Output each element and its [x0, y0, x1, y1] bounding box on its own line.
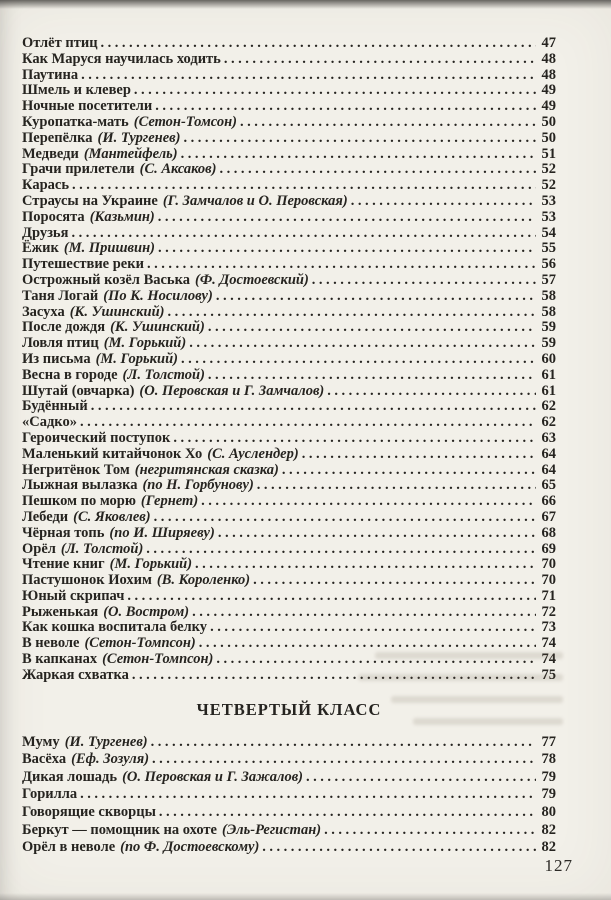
entry-author: (Л. Толстой): [60, 540, 144, 557]
toc-entry: [22, 447, 556, 463]
entry-author: (К. Ушинский): [69, 303, 165, 320]
toc-entry: [22, 241, 556, 257]
toc-entry: [22, 147, 556, 163]
page-number: 127: [544, 856, 573, 875]
dot-leader: [327, 384, 536, 400]
entry-author: (О. Перовская и Г. Замчалов): [139, 382, 325, 399]
entry-author: (С. Ауслендер): [207, 445, 299, 462]
entry-author: (М. Горький): [109, 556, 193, 573]
dot-leader: [158, 210, 536, 226]
toc-entry: [22, 99, 556, 115]
entry-title: Горилла: [22, 786, 78, 803]
entry-title: Негритёнок Том: [22, 461, 130, 478]
entry-page: 82: [541, 821, 556, 838]
entry-page: 70: [541, 572, 556, 589]
toc-entry: [22, 36, 556, 52]
entry-author: (М. Горький): [95, 350, 178, 367]
toc-entry: [22, 257, 556, 273]
toc-entry: [22, 557, 556, 573]
dot-leader: [152, 751, 536, 769]
toc-entry: [22, 494, 556, 510]
entry-title: Куропатка-мать: [22, 113, 129, 130]
entry-page: 54: [541, 224, 556, 241]
entry-page: 69: [541, 540, 556, 557]
dot-leader: [262, 839, 536, 857]
entry-author: (О. Перовская и Г. Зажалов): [122, 768, 303, 785]
entry-author: (М. Горький): [103, 335, 187, 352]
entry-title: Ёжик: [22, 240, 59, 257]
entry-author: (С. Аксаков): [139, 161, 217, 178]
entry-page: 63: [541, 429, 556, 446]
dot-leader: [155, 99, 536, 115]
toc-entry: [22, 478, 556, 494]
entry-page: 68: [541, 524, 556, 541]
toc-entry: [22, 751, 556, 769]
entry-title: Перепёлка: [22, 129, 93, 146]
toc-entry: [22, 320, 556, 336]
dot-leader: [132, 668, 536, 684]
toc-entry: [22, 415, 556, 431]
entry-page: 67: [541, 508, 556, 525]
entry-author: (И. Тургенев): [97, 129, 181, 146]
dot-leader: [183, 131, 536, 147]
entry-page: 52: [541, 161, 556, 178]
entry-list: [22, 36, 556, 684]
toc: [22, 36, 556, 857]
toc-entry: [22, 115, 556, 131]
entry-page: 75: [541, 666, 556, 683]
toc-entry: [22, 463, 556, 479]
dot-leader: [154, 510, 536, 526]
entry-page: 47: [541, 35, 556, 51]
toc-entry: [22, 605, 556, 621]
dot-leader: [81, 68, 536, 84]
entry-author: (Гернет): [140, 493, 199, 510]
dot-leader: [147, 257, 536, 273]
toc-section: [22, 36, 556, 684]
entry-title: Ночные посетители: [22, 98, 153, 115]
entry-author: (Ф. Достоевский): [194, 271, 309, 288]
entry-author: (негритянская сказка): [134, 461, 279, 478]
entry-title: Жаркая схватка: [22, 666, 129, 683]
entry-title: Шутай (овчарка): [22, 382, 135, 399]
entry-title: Юный скрипач: [22, 587, 125, 604]
entry-page: 74: [541, 635, 556, 652]
entry-page: 55: [541, 240, 556, 257]
dot-leader: [80, 786, 536, 804]
entry-title: Медведи: [22, 145, 79, 162]
entry-page: 48: [541, 50, 556, 67]
entry-author: (Сетон-Томпсон): [84, 635, 196, 652]
dot-leader: [216, 652, 536, 668]
entry-page: 61: [541, 382, 556, 399]
dot-leader: [253, 573, 536, 589]
entry-title: Пешком по морю: [22, 493, 136, 510]
entry-title: Чёрная топь: [22, 524, 105, 541]
entry-author: (О. Востром): [103, 603, 190, 620]
entry-title: Карась: [22, 177, 69, 194]
dot-leader: [192, 605, 536, 621]
entry-page: 58: [541, 303, 556, 320]
entry-page: 70: [541, 556, 556, 573]
entry-title: Пастушонок Иохим: [22, 572, 152, 589]
entry-author: (Сетон-Томпсон): [102, 651, 214, 668]
toc-entry: [22, 289, 556, 305]
dot-leader: [302, 447, 536, 463]
entry-author: (по Н. Горбунову): [142, 477, 254, 494]
toc-entry: [22, 542, 556, 558]
toc-entry: [22, 226, 556, 242]
entry-author: (Эль-Регистан): [222, 821, 322, 838]
toc-entry: [22, 194, 556, 210]
entry-title: Рыженькая: [22, 603, 99, 620]
entry-list: [22, 734, 556, 857]
entry-page: 80: [541, 804, 556, 821]
dot-leader: [80, 415, 536, 431]
entry-title: Героический поступок: [22, 429, 171, 446]
entry-page: 60: [541, 350, 556, 367]
entry-title: Муму: [22, 733, 60, 750]
dot-leader: [208, 368, 536, 384]
entry-title: Чтение книг: [22, 556, 105, 573]
toc-section: [22, 700, 556, 857]
dot-leader: [159, 804, 536, 822]
toc-entry: [22, 786, 556, 804]
entry-title: Как Маруся научилась ходить: [22, 50, 221, 67]
entry-page: 50: [541, 113, 556, 130]
entry-title: В неволе: [22, 635, 80, 652]
dot-leader: [210, 620, 536, 636]
toc-entry: [22, 210, 556, 226]
entry-title: Из письма: [22, 350, 91, 367]
entry-title: Ловля птиц: [22, 335, 99, 352]
toc-entry: [22, 162, 556, 178]
entry-author: (Еф. Зозуля): [71, 751, 150, 768]
dot-leader: [282, 463, 536, 479]
entry-page: 72: [541, 603, 556, 620]
entry-page: 62: [541, 414, 556, 431]
dot-leader: [181, 147, 536, 163]
entry-author: (по И. Ширяеву): [109, 524, 215, 541]
entry-author: (Казьмин): [89, 208, 155, 225]
entry-title: Как кошка воспитала белку: [22, 619, 208, 636]
toc-entry: [22, 68, 556, 84]
toc-entry: [22, 273, 556, 289]
dot-leader: [91, 399, 536, 415]
entry-page: 65: [541, 477, 556, 494]
entry-title: Засуха: [22, 303, 65, 320]
entry-page: 74: [541, 651, 556, 668]
dot-leader: [134, 83, 536, 99]
dot-leader: [167, 305, 536, 321]
dot-leader: [146, 542, 536, 558]
dot-leader: [220, 162, 537, 178]
toc-entry: [22, 573, 556, 589]
toc-entry: [22, 336, 556, 352]
entry-title: Беркут — помощник на охоте: [22, 821, 217, 838]
dot-leader: [189, 336, 536, 352]
toc-entry: [22, 668, 556, 684]
entry-title: Будённый: [22, 398, 88, 415]
entry-page: 58: [541, 287, 556, 304]
entry-author: (По К. Носилову): [103, 287, 213, 304]
entry-page: 77: [541, 733, 556, 750]
entry-title: Орёл: [22, 540, 56, 557]
toc-entry: [22, 510, 556, 526]
section-heading: ЧЕТВЕРТЫЙ КЛАСС: [196, 699, 382, 719]
entry-title: Таня Логай: [22, 287, 99, 304]
toc-entry: [22, 368, 556, 384]
dot-leader: [257, 478, 536, 494]
toc-entry: [22, 131, 556, 147]
entry-page: 82: [541, 839, 556, 856]
entry-title: В капканах: [22, 651, 98, 668]
entry-title: Говорящие скворцы: [22, 804, 156, 821]
dot-leader: [151, 734, 536, 752]
entry-title: Путешествие реки: [22, 256, 144, 273]
toc-entry: [22, 83, 556, 99]
dot-leader: [224, 52, 536, 68]
entry-title: Паутина: [22, 66, 79, 83]
dot-leader: [173, 431, 536, 447]
entry-page: 64: [541, 445, 556, 462]
entry-page: 49: [541, 82, 556, 99]
dot-leader: [72, 178, 536, 194]
entry-page: 66: [541, 493, 556, 510]
entry-page: 56: [541, 256, 556, 273]
entry-author: (Г. Замчалов и О. Перовская): [162, 192, 348, 209]
entry-title: Друзья: [22, 224, 69, 241]
entry-title: Дикая лошадь: [22, 768, 118, 785]
entry-author: (К. Ушинский): [110, 319, 205, 336]
dot-leader: [181, 352, 536, 368]
dot-leader: [101, 36, 536, 52]
dot-leader: [324, 822, 536, 840]
toc-entry: [22, 636, 556, 652]
dot-leader: [158, 241, 536, 257]
entry-page: 78: [541, 751, 556, 768]
dot-leader: [199, 636, 536, 652]
entry-title: Орёл в неволе: [22, 839, 116, 856]
toc-entry: [22, 620, 556, 636]
entry-title: Маленький китайчонок Хо: [22, 445, 203, 462]
dot-leader: [306, 769, 536, 787]
dot-leader: [351, 194, 536, 210]
entry-page: 73: [541, 619, 556, 636]
entry-page: 79: [541, 786, 556, 803]
entry-author: (по Ф. Достоевскому): [120, 839, 260, 856]
entry-page: 79: [541, 768, 556, 785]
toc-entry: [22, 399, 556, 415]
entry-title: После дождя: [22, 319, 106, 336]
entry-title: Отлёт птиц: [22, 35, 98, 51]
entry-author: (Мантейфель): [83, 145, 178, 162]
entry-page: 71: [541, 587, 556, 604]
entry-page: 59: [541, 319, 556, 336]
entry-page: 48: [541, 66, 556, 83]
entry-page: 59: [541, 335, 556, 352]
entry-page: 49: [541, 98, 556, 115]
dot-leader: [218, 526, 536, 542]
toc-entry: [22, 305, 556, 321]
toc-entry: [22, 178, 556, 194]
toc-entry: [22, 822, 556, 840]
entry-title: Шмель и клевер: [22, 82, 131, 99]
entry-title: Страусы на Украине: [22, 192, 158, 209]
toc-entry: [22, 589, 556, 605]
entry-title: Лыжная вылазка: [22, 477, 138, 494]
dot-leader: [201, 494, 536, 510]
entry-title: Лебеди: [22, 508, 69, 525]
dot-leader: [312, 273, 536, 289]
toc-entry: [22, 352, 556, 368]
entry-title: Грачи прилетели: [22, 161, 135, 178]
entry-page: 62: [541, 398, 556, 415]
entry-page: 57: [541, 271, 556, 288]
entry-author: (И. Тургенев): [64, 733, 148, 750]
toc-entry: [22, 384, 556, 400]
entry-author: (Сетон-Томсон): [133, 113, 237, 130]
toc-entry: [22, 804, 556, 822]
entry-page: 51: [541, 145, 556, 162]
entry-title: Поросята: [22, 208, 85, 225]
entry-author: (С. Яковлев): [73, 508, 151, 525]
entry-page: 53: [541, 192, 556, 209]
entry-author: (М. Пришвин): [63, 240, 155, 257]
entry-title: «Садко»: [22, 414, 77, 431]
entry-author: (Л. Толстой): [122, 366, 205, 383]
toc-entry: [22, 769, 556, 787]
toc-entry: [22, 52, 556, 68]
toc-entry: [22, 652, 556, 668]
toc-entry: [22, 734, 556, 752]
toc-entry: [22, 526, 556, 542]
entry-title: Васёха: [22, 751, 67, 768]
entry-author: (В. Короленко): [156, 572, 251, 589]
dot-leader: [127, 589, 536, 605]
toc-entry: [22, 839, 556, 857]
dot-leader: [195, 557, 536, 573]
dot-leader: [216, 289, 536, 305]
entry-page: 61: [541, 366, 556, 383]
entry-title: Острожный козёл Васька: [22, 271, 190, 288]
entry-page: 50: [541, 129, 556, 146]
entry-page: 53: [541, 208, 556, 225]
dot-leader: [240, 115, 536, 131]
dot-leader: [208, 320, 536, 336]
toc-entry: [22, 431, 556, 447]
entry-page: 64: [541, 461, 556, 478]
dot-leader: [71, 226, 536, 242]
entry-title: Весна в городе: [22, 366, 118, 383]
entry-page: 52: [541, 177, 556, 194]
